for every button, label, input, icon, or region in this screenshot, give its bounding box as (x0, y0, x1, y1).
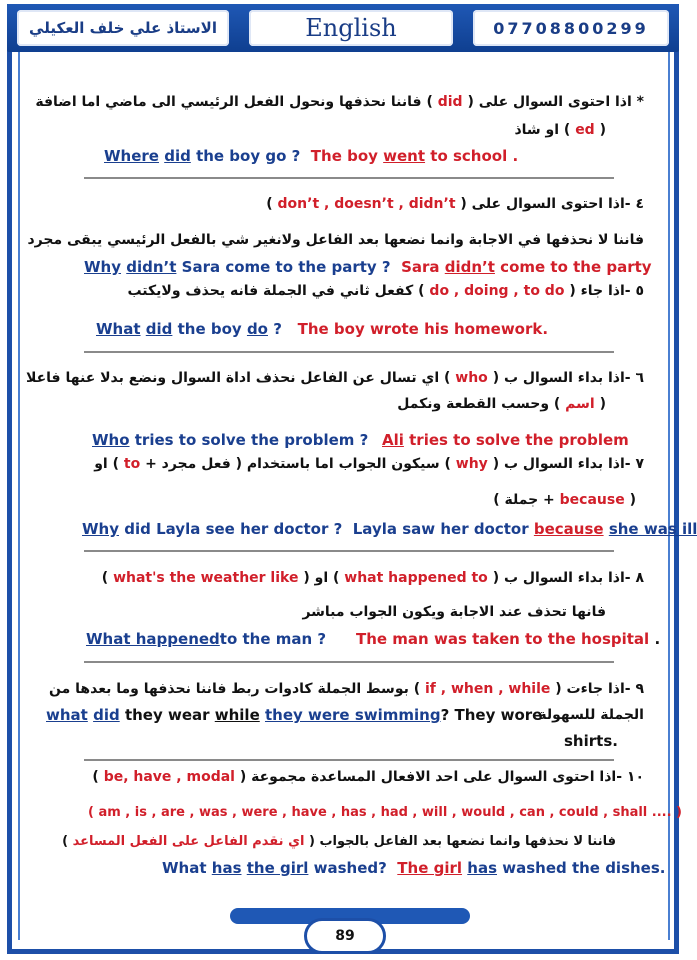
ex-word: they were swimming (264, 706, 441, 724)
ex-word: did (145, 320, 173, 338)
rule-1-line-1 (35, 92, 644, 112)
rule-7-keyword: why (455, 456, 488, 472)
rule-6-keyword-2: اسم (565, 396, 595, 412)
ex-word: Why (84, 258, 122, 276)
rule-6-text-c: ) وحسب القطعة ونكمل (397, 396, 561, 412)
ex-word: did (93, 706, 120, 724)
rule-7-text-c: ) او (94, 456, 119, 472)
ex-answer: The boy wrote his homework. (297, 320, 549, 338)
ex-answer-rest: come to the party (500, 258, 652, 276)
rule-10-line-1 (92, 767, 644, 787)
ex-answer-rest: tries to solve the problem (409, 431, 629, 449)
rule-6-example (92, 430, 368, 450)
ex-question-rest: to the man ? (219, 630, 327, 648)
rule-6-answer (382, 430, 629, 450)
page-number: 89 (304, 918, 386, 954)
subject-title: English (249, 10, 453, 46)
rule-8-keyword: what happened to (344, 570, 488, 586)
rule-8-text-c: ) (101, 570, 109, 586)
ex-word: Where (104, 147, 159, 165)
rule-4-example (84, 257, 652, 277)
rule-5-keyword: do , doing , to do (429, 283, 565, 299)
ex-answer: Layla saw her doctor (352, 520, 529, 538)
rule-9-line-3: shirts. (564, 732, 618, 750)
rule-1-text-b: ) فاننا نحذفها ونحول الفعل الرئيسي الى ماضي اما اضافة (35, 94, 433, 110)
rule-8-example (86, 629, 326, 649)
rule-10-keyword-2: اي نقدم الفاعل على الفعل المساعد (72, 834, 305, 849)
ex-answer: The man was taken to the hospital (356, 630, 650, 648)
ex-word: What (162, 859, 207, 877)
rule-7-text-b: ) سيكون الجواب اما باستخدام ( فعل مجرد + (145, 456, 451, 472)
rule-1-line-2: ( ed ) او شاذ (514, 122, 606, 138)
ex-answer-rest: washed the dishes. (502, 859, 666, 877)
rule-5-example (96, 319, 548, 339)
rule-8-keyword-2: what's the weather like (113, 570, 299, 586)
rule-8-answer (356, 629, 660, 649)
divider (84, 550, 614, 552)
ex-answer: The boy (310, 147, 378, 165)
rule-8-text-b: ) او ( (303, 570, 340, 586)
rule-6-line-1 (26, 368, 644, 388)
ex-answer-verb: didn’t (444, 258, 495, 276)
rule-4-text-a: ٤ -اذا احتوى السوال على ( (460, 196, 644, 212)
ex-word: What happened (86, 630, 220, 648)
ex-answer: Sara (401, 258, 440, 276)
ex-answer-verb: went (383, 147, 426, 165)
ex-answer-rest: she was ill (608, 520, 697, 538)
author-name: الاستاذ علي خلف العكيلي (17, 10, 229, 46)
phone-number: 07708800299 (473, 10, 669, 46)
ex-word: the boy (177, 320, 242, 338)
ex-word: ? (273, 320, 282, 338)
rule-7-text-a: ٧ -اذا بداء السوال ب ( (492, 456, 644, 472)
rule-9-text-a: ٩ -اذا جاءت ( (555, 681, 644, 697)
rule-1-keyword-2: ed (575, 122, 595, 138)
ex-word: the girl (246, 859, 309, 877)
ex-word: washed? (313, 859, 387, 877)
ex-answer-rest: to school . (430, 147, 519, 165)
rule-8-line-1 (102, 568, 644, 588)
rule-1-text-a: * اذا احتوى السوال على ( (467, 94, 644, 110)
rule-7-line-2: ( because + جملة ) (493, 492, 636, 508)
rule-10-text-c: فاننا لا نحذفها وانما نضعها بعد الفاعل بالجواب ( (308, 834, 616, 849)
divider (84, 759, 614, 761)
rule-9-example (46, 705, 542, 725)
rule-7-keyword-3: because (559, 492, 625, 508)
rule-7-keyword-2: to (123, 456, 141, 472)
rule-6-text-b: ) اي تسال عن الفاعل نحذف اداة السوال ونضع بدلا عنها فاعلا (25, 370, 451, 386)
rule-10-keyword: be, have , modal (103, 769, 235, 785)
ex-word: what (46, 706, 88, 724)
rule-4-line-1 (266, 194, 644, 214)
rule-10-text-a: ١٠ -اذا احتوى السوال على احد الافعال المساعدة مجموعة ( (239, 769, 644, 785)
rule-7-text-d: + جملة ) (493, 492, 555, 508)
ex-word: while (214, 706, 260, 724)
rule-5-line-1 (127, 281, 644, 301)
ex-word: Why (82, 520, 120, 538)
rule-7-line-1 (94, 454, 644, 474)
rule-8-text-a: ٨ -اذا بداء السوال ب ( (492, 570, 644, 586)
rule-10-example (162, 858, 665, 878)
rule-5-text-b: ) كفعل ثاني في الجملة فانه يحذف ولايكتب (127, 283, 425, 299)
ex-word: What (96, 320, 141, 338)
rule-7-example (82, 519, 697, 539)
rule-1-keyword: did (437, 94, 463, 110)
rule-10-verb-list: ( am , is , are , was , were , have , has , had , will , would , can , could , shall .... ) (88, 805, 683, 820)
rule-1-text-c: ) او شاذ (514, 122, 571, 138)
rule-9-keyword: if , when , while (425, 681, 551, 697)
rule-10-line-3 (62, 832, 616, 852)
divider (84, 177, 614, 179)
ex-question-rest: did Layla see her doctor ? (124, 520, 343, 538)
ex-answer-subject: Ali (382, 431, 404, 449)
ex-answer: ? They wore (440, 706, 543, 724)
ex-question-rest: tries to solve the problem ? (134, 431, 369, 449)
rule-9-line-1 (49, 679, 644, 699)
ex-word: do (246, 320, 268, 338)
ex-question-rest: the boy go ? (196, 147, 301, 165)
header-bar (7, 4, 679, 52)
divider (84, 351, 614, 353)
ex-question-rest: Sara come to the party ? (181, 258, 391, 276)
rule-5-text-a: ٥ -اذا جاء ( (569, 283, 644, 299)
divider (84, 661, 614, 663)
rule-6-line-2: ( اسم ) وحسب القطعة ونكمل (397, 396, 606, 412)
ex-answer-aux: has (467, 859, 497, 877)
ex-word: did (164, 147, 191, 165)
rule-4-text-b: ) (266, 196, 273, 212)
ex-answer-end: . (654, 630, 661, 648)
rule-9-line-2: الجملة للسهولة (538, 707, 644, 723)
ex-word: they wear (124, 706, 210, 724)
ex-word: has (211, 859, 242, 877)
rule-8-line-2: فانها تحذف عند الاجابة ويكون الجواب مباشر (302, 604, 606, 620)
rule-6-keyword: who (455, 370, 488, 386)
rule-1-example (104, 146, 518, 166)
rule-6-text-a: ٦ -اذا بداء السوال ب ( (492, 370, 644, 386)
ex-word: didn’t (126, 258, 177, 276)
rule-10-text-b: ) (92, 769, 99, 785)
ex-word: Who (92, 431, 130, 449)
rule-4-line-2: فاننا لا نحذفها في الاجابة وانما نضعها بعد الفاعل ولانغير شي بالفعل الرئيسي يبقى مجرد (27, 232, 644, 248)
ex-answer-because: because (533, 520, 604, 538)
rule-9-text-b: ) بوسط الجملة كادوات ربط فاننا نحذفها وما بعدها من (49, 681, 421, 697)
rule-10-text-d: ) (62, 834, 69, 849)
rule-4-keyword: don’t , doesn’t , didn’t (277, 196, 456, 212)
ex-answer-subject: The girl (397, 859, 463, 877)
